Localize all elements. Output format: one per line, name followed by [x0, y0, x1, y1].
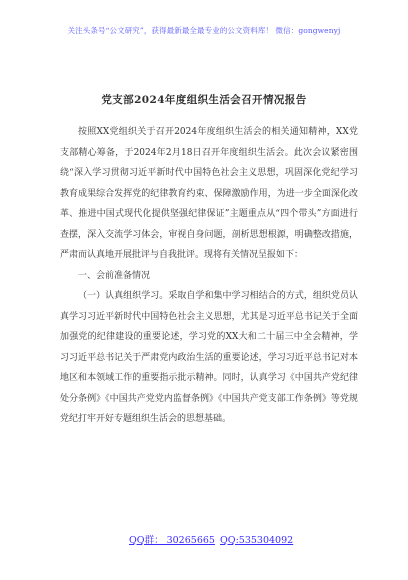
- intro-paragraph: 按照XX党组织关于召开2024年度组织生活会的相关通知精神，XX党支部精心筹备，于2024年2月18日召开年度组织生活会。此次会议紧密围绕“深入学习贯彻习近平新时代中国特色社会主义思想，巩固深化党纪学习教育成果综合发挥党的纪律教育约束、保障激励作用，为进一步全面深化改革、推进中国式现代化提供坚强纪律保证”主题重点从“四个带头”方面进行查摆，深入交流学习体会，审视自身问题，剖析思想根源，明确整改措施，严肃而认真地开展批评与自我批评。现将有关情况呈报如下：: [60, 127, 358, 260]
- study-paragraph: （一）认真组织学习。采取自学和集中学习相结合的方式，组织党员认真学习习近平新时代中国特色社会主义思想，尤其是习近平总书记关于全面加强党的纪律建设的重要论述，学习党的XX大和二十届三中全会精神，学习习近平总书记关于严肃党内政治生活的重要论述，学习习近平总书记对本地区和本领域工作的重要指示批示精神。同时，认真学习《中国共产党纪律处分条例》《中国共产党党内监督条例》《中国共产党支部工作条例》等党规党纪打牢开好专题组织生活会的思想基础。: [60, 291, 358, 424]
- footer-contact: [0, 534, 408, 548]
- qq-contact-link[interactable]: QQ:535304092: [220, 535, 294, 546]
- section-heading: 一、会前准备情况: [78, 270, 151, 281]
- document-title: 党支部2024年度组织生活会召开情况报告: [101, 94, 307, 106]
- qq-group-link[interactable]: QQ群： 30265665: [129, 535, 215, 546]
- header-promo-banner: 关注头条号“公文研究”，获得最新最全最专业的公文资料库！ 微信：gongwenyj: [67, 26, 341, 35]
- document-body: [60, 122, 358, 430]
